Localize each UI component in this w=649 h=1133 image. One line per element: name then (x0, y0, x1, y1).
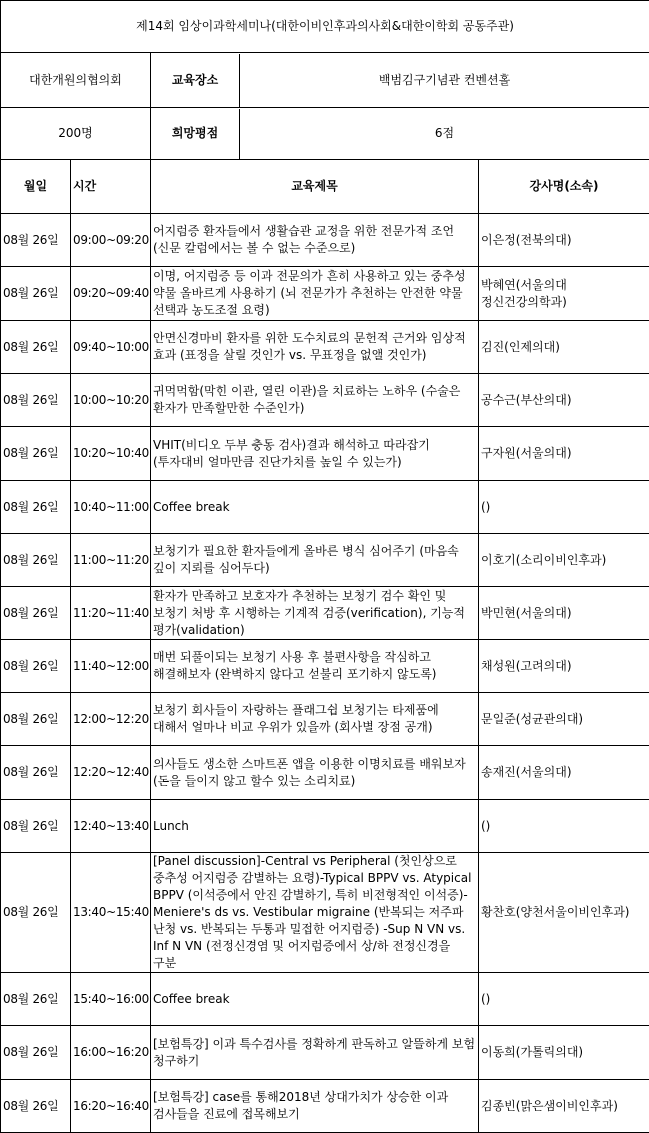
schedule-time: 12:00~12:20 (71, 693, 151, 746)
seminar-title: 제14회 임상이과학세미나(대한이비인후과의사회&대한이학회 공동주관) (1, 1, 649, 53)
venue-label: 교육장소 (151, 54, 240, 107)
schedule-topic: 어지럼증 환자들에서 생활습관 교정을 위한 전문가적 조언 (신문 칼럼에서는 볼 수 없는 수준으로) (151, 214, 479, 267)
schedule-lecturer: 김진(인제의대) (479, 321, 649, 374)
schedule-time: 09:00~09:20 (71, 214, 151, 267)
schedule-topic: 안면신경마비 환자를 위한 도수치료의 문헌적 근거와 임상적 효과 (표정을 살릴 것인가 vs. 무표정을 없앨 것인가) (151, 321, 479, 374)
title-row (1, 1, 649, 53)
venue-row (1, 53, 649, 108)
schedule-lecturer: 이은정(전북의대) (479, 214, 649, 267)
capacity: 200명 (1, 108, 151, 160)
column-header-lecturer: 강사명(소속) (479, 160, 649, 214)
schedule-lecturer: 이동희(가톨릭의대) (479, 1026, 649, 1080)
schedule-time: 10:40~11:00 (71, 481, 151, 534)
points-value: 6점 (240, 109, 649, 159)
schedule-time: 15:40~16:00 (71, 973, 151, 1026)
schedule-row (1, 481, 649, 534)
schedule-time: 11:00~11:20 (71, 534, 151, 587)
capacity-row (1, 108, 649, 160)
schedule-date: 08월 26일 (1, 640, 71, 693)
venue-value: 백범김구기념관 컨벤션홀 (240, 54, 649, 107)
schedule-date: 08월 26일 (1, 534, 71, 587)
schedule-lecturer: 황찬호(양천서울이비인후과) (479, 853, 649, 973)
schedule-row (1, 973, 649, 1026)
column-header-row (1, 160, 649, 214)
schedule-date: 08월 26일 (1, 587, 71, 640)
schedule-time: 16:00~16:20 (71, 1026, 151, 1080)
schedule-topic: 매번 되풀이되는 보청기 사용 후 불편사항을 작심하고 해결해보자 (완벽하지 않다고 섣불리 포기하지 않도록) (151, 640, 479, 693)
schedule-row (1, 640, 649, 693)
schedule-date: 08월 26일 (1, 267, 71, 321)
schedule-topic: Coffee break (151, 973, 479, 1026)
schedule-lecturer: () (479, 800, 649, 853)
schedule-date: 08월 26일 (1, 800, 71, 853)
schedule-time: 12:40~13:40 (71, 800, 151, 853)
schedule-lecturer: 공수근(부산의대) (479, 374, 649, 427)
schedule-date: 08월 26일 (1, 427, 71, 481)
schedule-topic: 보청기 회사들이 자랑하는 플래그쉽 보청기는 타제품에 대해서 얼마나 비교 우위가 있을까 (회사별 장점 공개) (151, 693, 479, 746)
schedule-row (1, 800, 649, 853)
schedule-time: 10:00~10:20 (71, 374, 151, 427)
schedule-topic: [Panel discussion]-Central vs Peripheral (첫인상으로 중추성 어지럼증 감별하는 요령)-Typical BPPV vs. Atypical BPPV (이석증에서 안진 감별하기, 특히 비전형적인 이석증)-Meniere's ds vs. Vestibular migraine (반복되는 저주파 난청 vs. 반복되는 두통과 밀접한 어지럼증) -Sup N VN vs. Inf N VN (전정신경염 및 어지럼증에서 상/하 전정신경을 구분 (151, 853, 479, 973)
schedule-time: 13:40~15:40 (71, 853, 151, 973)
schedule-lecturer: () (479, 973, 649, 1026)
schedule-topic: Lunch (151, 800, 479, 853)
schedule-topic: 환자가 만족하고 보호자가 추천하는 보청기 검수 확인 및 보청기 처방 후 시행하는 기계적 검증(verification), 기능적 평가(validation) (151, 587, 479, 640)
schedule-date: 08월 26일 (1, 481, 71, 534)
schedule-row (1, 374, 649, 427)
schedule-date: 08월 26일 (1, 693, 71, 746)
schedule-topic: [보험특강] case를 통해2018년 상대가치가 상승한 이과 검사들을 진료에 접목해보기 (151, 1080, 479, 1133)
schedule-row (1, 214, 649, 267)
schedule-row (1, 267, 649, 321)
schedule-topic: 귀먹먹함(막힌 이관, 열린 이관)을 치료하는 노하우 (수술은 환자가 만족할만한 수준인가) (151, 374, 479, 427)
schedule-topic: VHIT(비디오 두부 충동 검사)결과 해석하고 따라잡기 (투자대비 얼마만큼 진단가치를 높일 수 있는가) (151, 427, 479, 481)
schedule-topic: 보청기가 필요한 환자들에게 올바른 병식 심어주기 (마음속 깊이 지뢰를 심어두다) (151, 534, 479, 587)
schedule-row (1, 534, 649, 587)
schedule-date: 08월 26일 (1, 1026, 71, 1080)
schedule-time: 12:20~12:40 (71, 746, 151, 800)
schedule-time: 09:40~10:00 (71, 321, 151, 374)
schedule-lecturer: 송재진(서울의대) (479, 746, 649, 800)
schedule-time: 09:20~09:40 (71, 267, 151, 321)
schedule-row (1, 587, 649, 640)
schedule-lecturer: () (479, 481, 649, 534)
points-label: 희망평점 (151, 109, 240, 159)
schedule-row (1, 427, 649, 481)
column-header-date: 월일 (1, 160, 71, 214)
schedule-topic: [보험특강] 이과 특수검사를 정확하게 판독하고 알뜰하게 보험 청구하기 (151, 1026, 479, 1080)
schedule-row (1, 1026, 649, 1080)
schedule-date: 08월 26일 (1, 853, 71, 973)
schedule-row (1, 1080, 649, 1133)
schedule-lecturer: 구자원(서울의대) (479, 427, 649, 481)
schedule-lecturer: 박민현(서울의대) (479, 587, 649, 640)
schedule-row (1, 693, 649, 746)
schedule-date: 08월 26일 (1, 214, 71, 267)
schedule-time: 11:20~11:40 (71, 587, 151, 640)
schedule-lecturer: 문일준(성균관의대) (479, 693, 649, 746)
schedule-date: 08월 26일 (1, 374, 71, 427)
schedule-time: 16:20~16:40 (71, 1080, 151, 1133)
schedule-date: 08월 26일 (1, 1080, 71, 1133)
schedule-date: 08월 26일 (1, 973, 71, 1026)
column-header-time: 시간 (71, 160, 151, 214)
schedule-topic: 이명, 어지럼증 등 이과 전문의가 흔히 사용하고 있는 중추성 약물 올바르게 사용하기 (뇌 전문가가 추천하는 안전한 약물 선택과 농도조절 요령) (151, 267, 479, 321)
schedule-lecturer: 박혜연(서울의대 정신건강의학과) (479, 267, 649, 321)
schedule-row (1, 746, 649, 800)
schedule-row (1, 321, 649, 374)
schedule-date: 08월 26일 (1, 321, 71, 374)
schedule-topic: 의사들도 생소한 스마트폰 앱을 이용한 이명치료를 배워보자 (돈을 들이지 않고 할수 있는 소리치료) (151, 746, 479, 800)
schedule-row (1, 853, 649, 973)
column-header-topic: 교육제목 (151, 160, 479, 214)
schedule-lecturer: 채성원(고려의대) (479, 640, 649, 693)
schedule-time: 10:20~10:40 (71, 427, 151, 481)
schedule-lecturer: 김종빈(맑은샘이비인후과) (479, 1080, 649, 1133)
schedule-lecturer: 이호기(소리이비인후과) (479, 534, 649, 587)
schedule-time: 11:40~12:00 (71, 640, 151, 693)
organizer: 대한개원의협의회 (1, 53, 151, 108)
schedule-date: 08월 26일 (1, 746, 71, 800)
schedule-topic: Coffee break (151, 481, 479, 534)
